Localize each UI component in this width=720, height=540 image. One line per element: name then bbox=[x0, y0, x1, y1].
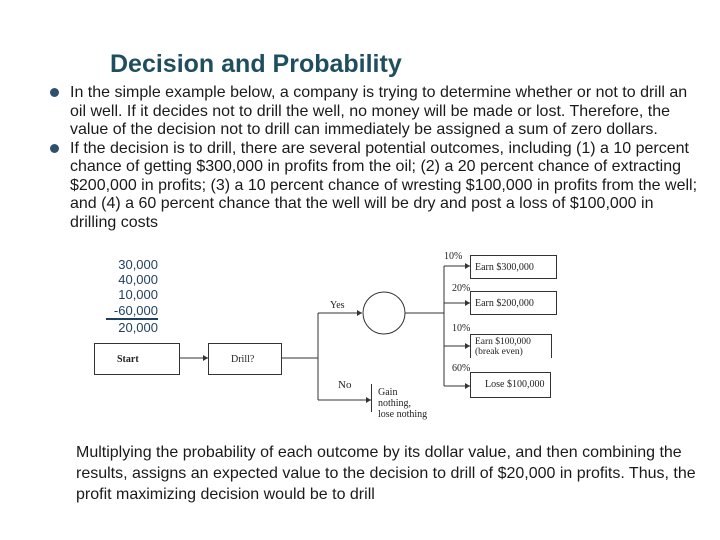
calc-total: 20,000 bbox=[118, 319, 158, 335]
outcome-probability: 20% bbox=[452, 283, 471, 294]
outcome-probability: 10% bbox=[444, 251, 463, 262]
calc-value: 10,000 bbox=[118, 287, 158, 303]
outcome-box bbox=[470, 372, 551, 398]
outcome-probability: 10% bbox=[452, 323, 471, 334]
no-label: No bbox=[338, 379, 352, 391]
conclusion-text: Multiplying the probability of each outcome by its dollar value, and then combining the results, assigns an expected value to the decision to drill of $20,000 in profits. Thus, the profit maximizing decision would be to drill bbox=[76, 444, 696, 503]
no-outcome-line1: Gain nothing, bbox=[378, 387, 412, 409]
calc-value: -60,000 bbox=[106, 303, 158, 320]
start-label: Start bbox=[117, 354, 139, 365]
outcome-label: Earn $300,000 bbox=[475, 262, 534, 273]
outcome-box bbox=[470, 291, 557, 315]
bullet-text: In the simple example below, a company is trying to determine whether or not to drill an oil well. If it decides not to drill the well, no money will be made or lost. Therefore, the value of the decision not to drill can immediately be assigned a sum of zero dollars. bbox=[70, 84, 688, 138]
yes-label: Yes bbox=[330, 300, 345, 311]
bullet-text: If the decision is to drill, there are several potential outcomes, including (1) a 10 percent chance of getting $300,000 in profits from the oil; (2) a 20 percent chance of extracting $200,000 in profits; (3) a 10 percent chance of wresting $100,000 in profits from the well; and (4) a 60 percent chance that the well will be dry and post a loss of $100,000 in drilling costs bbox=[70, 139, 698, 231]
outcome-label: Lose $100,000 bbox=[485, 379, 545, 390]
outcome-box bbox=[470, 334, 552, 358]
outcome-label: Earn $200,000 bbox=[475, 298, 534, 309]
outcome-box bbox=[470, 255, 557, 279]
drill-decision-node bbox=[208, 343, 282, 375]
outcome-probability: 60% bbox=[452, 363, 471, 374]
slide-title: Decision and Probability bbox=[110, 50, 402, 78]
start-node bbox=[94, 343, 180, 375]
drill-label: Drill? bbox=[231, 354, 255, 365]
no-outcome-box bbox=[371, 384, 437, 420]
no-outcome-line2: lose nothing bbox=[378, 409, 428, 420]
calc-value: 40,000 bbox=[118, 272, 158, 288]
outcome-label: Earn $100,000 bbox=[475, 337, 531, 347]
outcome-sublabel: (break even) bbox=[475, 347, 523, 357]
calc-value: 30,000 bbox=[118, 257, 158, 272]
